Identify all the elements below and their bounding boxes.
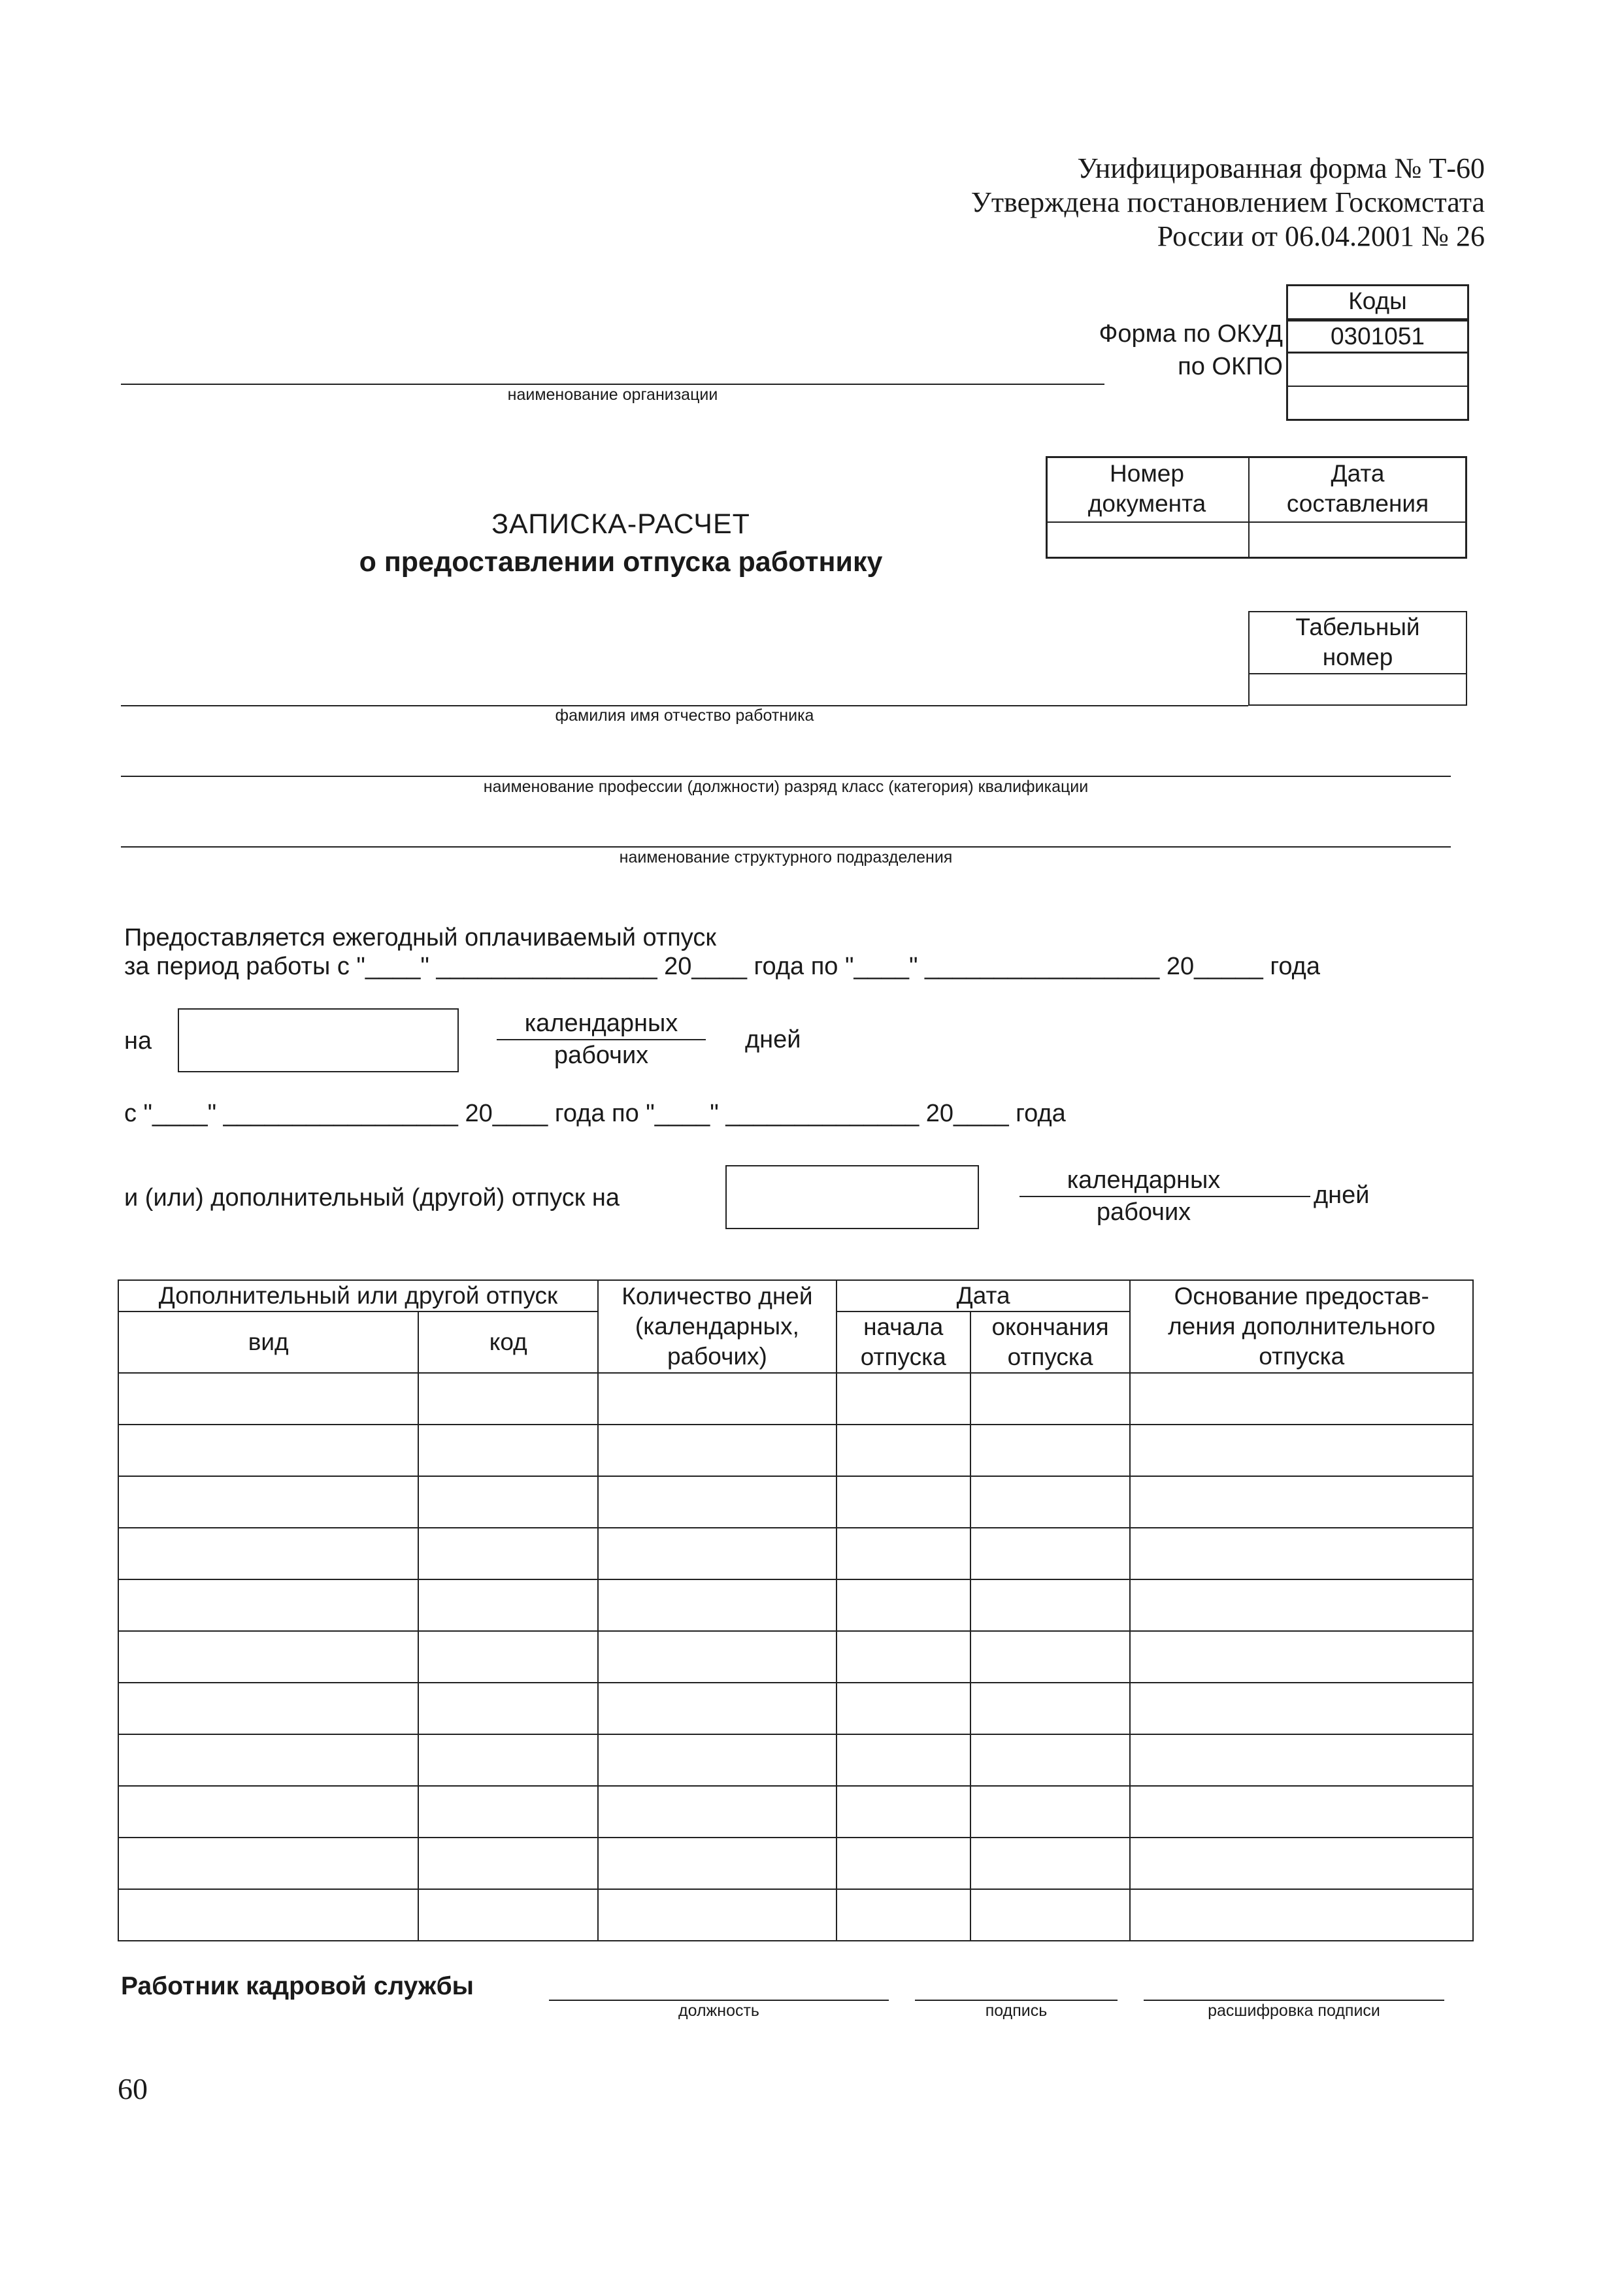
table-row [118,1579,1473,1631]
cell-start[interactable] [837,1373,970,1425]
cell-end[interactable] [970,1373,1131,1425]
cell-basis[interactable] [1130,1786,1473,1838]
additional-calendar-label: календарных [1067,1166,1221,1194]
cell-end[interactable] [970,1683,1131,1734]
signature-decoding-caption: расшифровка подписи [1208,2002,1380,2020]
annual-na-label: на [124,1027,152,1055]
cell-days[interactable] [598,1838,837,1889]
signature-decoding-field[interactable] [1144,2000,1444,2001]
additional-working-label: рабочих [1096,1198,1191,1226]
cell-start[interactable] [837,1889,970,1941]
cell-end[interactable] [970,1476,1131,1528]
cell-start[interactable] [837,1734,970,1786]
department-caption: наименование структурного подразделения [619,848,953,866]
cell-basis[interactable] [1130,1838,1473,1889]
position-caption: должность [678,2002,759,2020]
cell-type[interactable] [118,1838,418,1889]
cell-code[interactable] [418,1734,598,1786]
table-row [118,1373,1473,1425]
cell-type[interactable] [118,1889,418,1941]
codes-title: Коды [1348,288,1407,314]
tab-number-header: Табельный номер [1295,614,1420,670]
table-row [118,1838,1473,1889]
table-row [118,1889,1473,1941]
cell-type[interactable] [118,1425,418,1476]
page-number: 60 [118,2072,148,2105]
cell-days[interactable] [598,1528,837,1579]
cell-basis[interactable] [1130,1373,1473,1425]
additional-leave-table [118,1279,1474,1941]
form-header [971,152,1485,254]
cell-start[interactable] [837,1838,970,1889]
annual-working-label: рабочих [554,1042,649,1069]
cell-type[interactable] [118,1631,418,1683]
annual-days-label: дней [745,1026,801,1053]
cell-days[interactable] [598,1631,837,1683]
profession-caption: наименование профессии (должности) разряд класс (категория) квалификации [483,778,1089,796]
cell-type[interactable] [118,1683,418,1734]
additional-days-label: дней [1314,1181,1370,1209]
header-date: Дата [837,1280,1131,1311]
cell-days[interactable] [598,1476,837,1528]
department-field[interactable] [121,846,1451,848]
header-days-count: Количество дней (календарных, рабочих) [598,1280,837,1373]
signature-caption: подпись [985,2002,1048,2020]
table-row [118,1683,1473,1734]
cell-basis[interactable] [1130,1476,1473,1528]
annual-leave-period-line: за период работы с "____" ________________ 20____ года по "____" _________________ 20_____ года [124,953,1320,980]
cell-code[interactable] [418,1373,598,1425]
cell-basis[interactable] [1130,1631,1473,1683]
annual-calendar-label: календарных [524,1010,678,1037]
header-end-date: окончания отпуска [970,1311,1131,1373]
cell-end[interactable] [970,1734,1131,1786]
table-row [118,1476,1473,1528]
cell-days[interactable] [598,1579,837,1631]
cell-type[interactable] [118,1373,418,1425]
cell-end[interactable] [970,1786,1131,1838]
table-row [118,1528,1473,1579]
additional-days-input[interactable] [725,1165,979,1229]
cell-days[interactable] [598,1734,837,1786]
table-row [118,1786,1473,1838]
cell-type[interactable] [118,1579,418,1631]
cell-code[interactable] [418,1683,598,1734]
header-start-date: начала отпуска [837,1311,970,1373]
cell-code[interactable] [418,1476,598,1528]
cell-end[interactable] [970,1889,1131,1941]
cell-code[interactable] [418,1838,598,1889]
cell-start[interactable] [837,1631,970,1683]
employee-name-caption: фамилия имя отчество работника [555,706,814,725]
cell-code[interactable] [418,1631,598,1683]
cell-start[interactable] [837,1476,970,1528]
table-row [118,1425,1473,1476]
cell-type[interactable] [118,1476,418,1528]
okpo-label: по ОКПО [1178,353,1283,380]
annual-days-input[interactable] [178,1008,459,1072]
form-subtitle: о предоставлении отпуска работнику [359,546,883,578]
cell-days[interactable] [598,1425,837,1476]
cell-code[interactable] [418,1528,598,1579]
position-field[interactable] [549,2000,889,2001]
approval-line: Утверждена постановлением Госкомстата [970,186,1485,218]
cell-code[interactable] [418,1786,598,1838]
approval-date-line: России от 06.04.2001 № 26 [1157,220,1485,252]
cell-code[interactable] [418,1579,598,1631]
additional-leave-label: и (или) дополнительный (другой) отпуск на [124,1184,620,1212]
okpo-value-field[interactable] [1289,356,1467,384]
header-type: вид [118,1311,418,1373]
cell-end[interactable] [970,1579,1131,1631]
cell-start[interactable] [837,1786,970,1838]
okud-label: Форма по ОКУД [1099,320,1283,348]
signature-field[interactable] [915,2000,1118,2001]
cell-end[interactable] [970,1838,1131,1889]
header-code: код [418,1311,598,1373]
document-number-header: Номер документа [1087,460,1206,517]
okud-value-field[interactable]: 0301051 [1286,320,1469,354]
cell-basis[interactable] [1130,1579,1473,1631]
annual-from-line: с "____" _________________ 20____ года по "____" ______________ 20____ года [124,1100,1066,1127]
annual-leave-line1: Предоставляется ежегодный оплачиваемый отпуск [124,924,716,951]
table-row [118,1631,1473,1683]
organization-field[interactable] [121,384,1104,385]
header-additional-leave: Дополнительный или другой отпуск [118,1280,598,1311]
cell-end[interactable] [970,1631,1131,1683]
cell-start[interactable] [837,1683,970,1734]
document-date-header: Дата составления [1286,460,1429,517]
cell-basis[interactable] [1130,1528,1473,1579]
cell-end[interactable] [970,1528,1131,1579]
hr-worker-label: Работник кадровой службы [121,1972,474,2000]
document-date-field[interactable] [1251,524,1465,555]
table-row [118,1734,1473,1786]
cell-code[interactable] [418,1889,598,1941]
cell-start[interactable] [837,1579,970,1631]
cell-type[interactable] [118,1786,418,1838]
cell-basis[interactable] [1130,1683,1473,1734]
cell-type[interactable] [118,1734,418,1786]
profession-field[interactable] [121,776,1451,777]
cell-basis[interactable] [1130,1425,1473,1476]
form-number-line: Унифицированная форма № Т-60 [1077,152,1485,184]
cell-days[interactable] [598,1683,837,1734]
document-number-field[interactable] [1048,524,1246,555]
cell-end[interactable] [970,1425,1131,1476]
cell-code[interactable] [418,1425,598,1476]
organization-caption: наименование организации [507,386,718,404]
cell-basis[interactable] [1130,1734,1473,1786]
cell-type[interactable] [118,1528,418,1579]
cell-days[interactable] [598,1786,837,1838]
cell-days[interactable] [598,1373,837,1425]
cell-days[interactable] [598,1889,837,1941]
cell-basis[interactable] [1130,1889,1473,1941]
tab-number-field[interactable] [1251,676,1465,703]
header-basis: Основание предостав- ления дополнительного отпуска [1130,1280,1473,1373]
cell-start[interactable] [837,1425,970,1476]
cell-start[interactable] [837,1528,970,1579]
form-title: ЗАПИСКА-РАСЧЕТ [491,508,750,540]
